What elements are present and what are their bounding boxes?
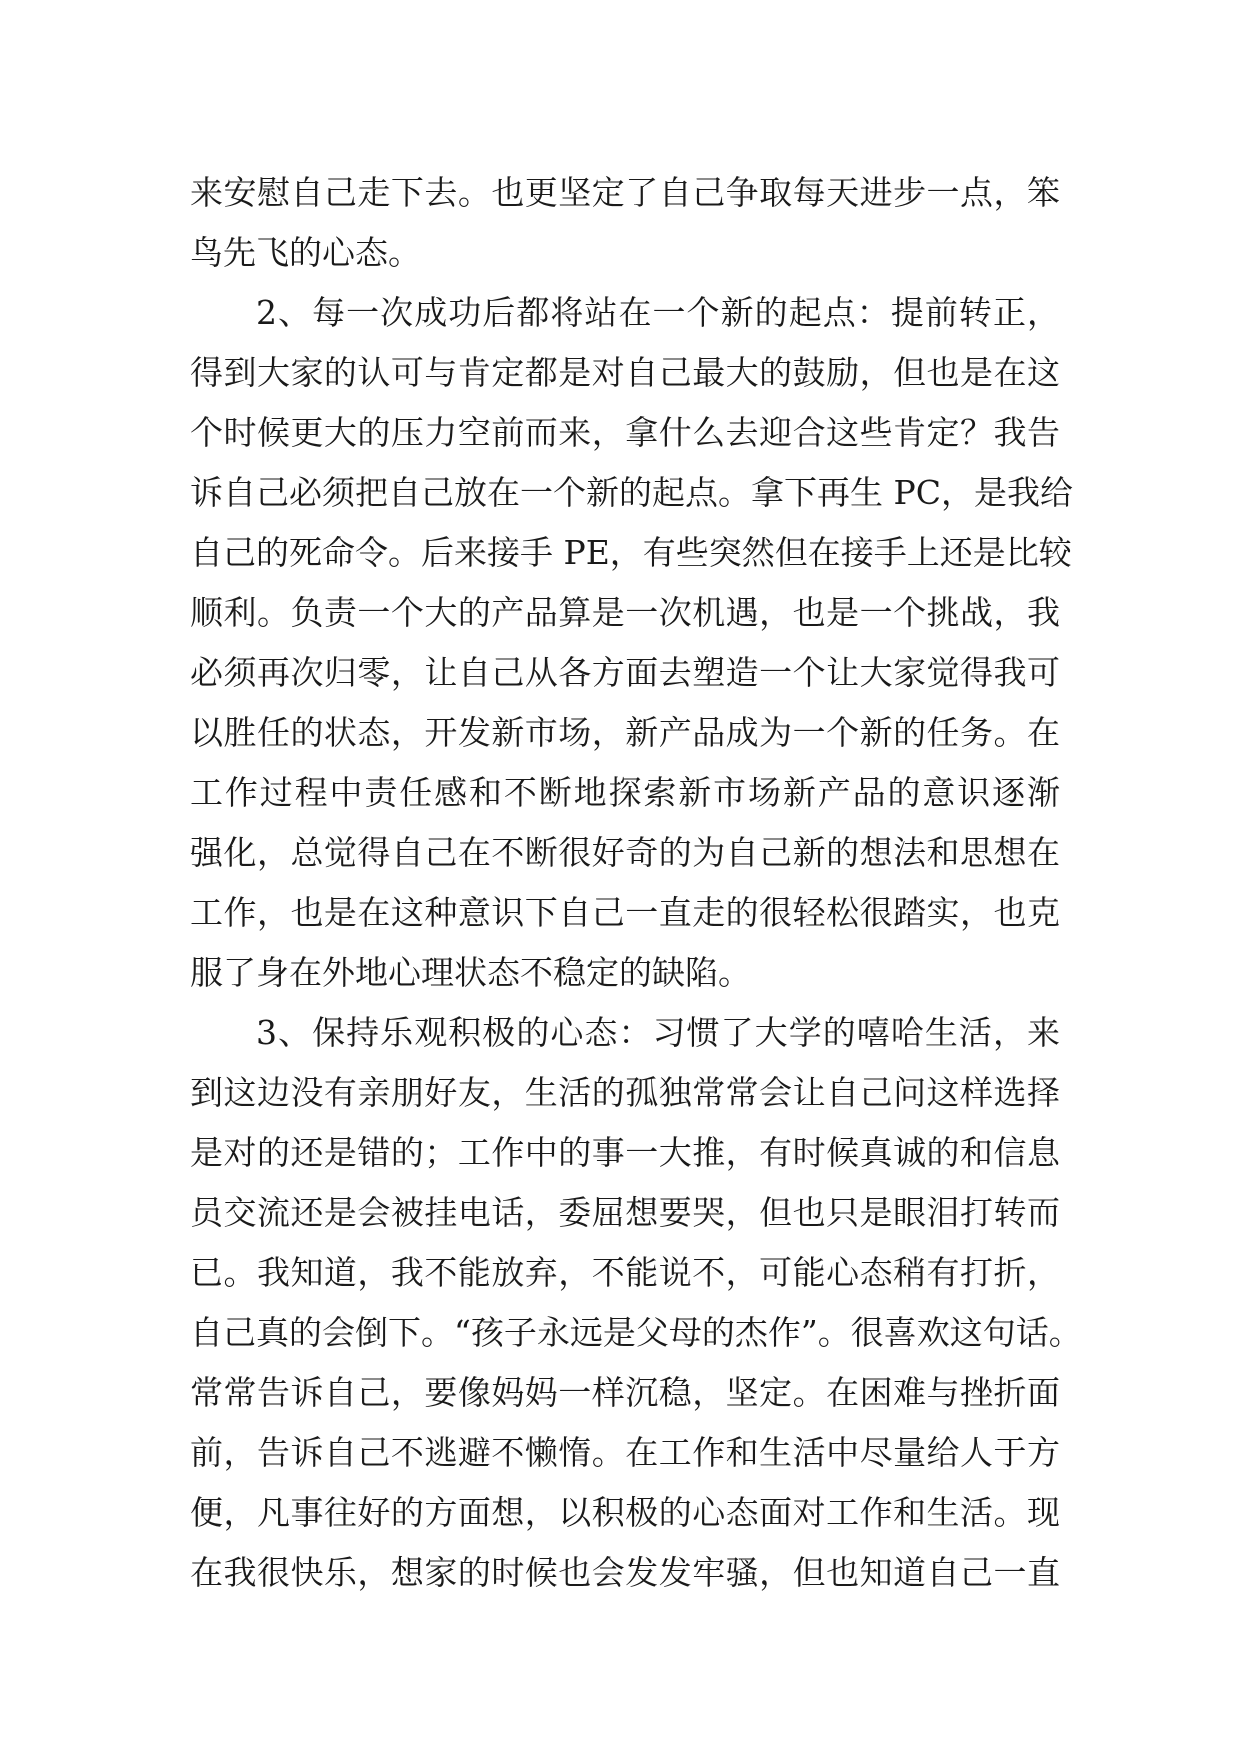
- text-line: 已。我知道，我不能放弃，不能说不，可能心态稍有打折，: [190, 1253, 1060, 1292]
- text-line: 3、保持乐观积极的心态：习惯了大学的嘻哈生活，来: [256, 1013, 1060, 1052]
- text-line: 便，凡事往好的方面想，以积极的心态面对工作和生活。现: [190, 1493, 1060, 1532]
- document-body: [190, 163, 1082, 1603]
- text-line: 员交流还是会被挂电话，委屈想要哭，但也只是眼泪打转而: [190, 1193, 1060, 1232]
- text-line: 工作过程中责任感和不断地探索新市场新产品的意识逐渐: [190, 773, 1060, 812]
- text-line: 2、每一次成功后都将站在一个新的起点：提前转正，: [256, 293, 1060, 332]
- text-line: 得到大家的认可与肯定都是对自己最大的鼓励，但也是在这: [190, 353, 1060, 392]
- text-line: 强化，总觉得自己在不断很好奇的为自己新的想法和思想在: [190, 833, 1060, 872]
- text-line: 个时候更大的压力空前而来，拿什么去迎合这些肯定？我告: [190, 413, 1060, 452]
- text-line: 以胜任的状态，开发新市场，新产品成为一个新的任务。在: [190, 713, 1060, 752]
- text-line: 来安慰自己走下去。也更坚定了自己争取每天进步一点，笨: [190, 173, 1060, 212]
- text-line: 自己的死命令。后来接手 PE，有些突然但在接手上还是比较: [190, 533, 1072, 572]
- text-line: 是对的还是错的；工作中的事一大推，有时候真诚的和信息: [190, 1133, 1060, 1172]
- text-line: 常常告诉自己，要像妈妈一样沉稳，坚定。在困难与挫折面: [190, 1373, 1060, 1412]
- text-line: 工作，也是在这种意识下自己一直走的很轻松很踏实，也克: [190, 893, 1060, 932]
- text-line: 诉自己必须把自己放在一个新的起点。拿下再生 PC，是我给: [190, 473, 1073, 512]
- text-line: 自己真的会倒下。“孩子永远是父母的杰作”。很喜欢这句话。: [190, 1313, 1082, 1352]
- text-line: 服了身在外地心理状态不稳定的缺陷。: [190, 953, 751, 992]
- text-line: 在我很快乐，想家的时候也会发发牢骚，但也知道自己一直: [190, 1553, 1060, 1592]
- text-line: 前，告诉自己不逃避不懒惰。在工作和生活中尽量给人于方: [190, 1433, 1060, 1472]
- text-line: 必须再次归零，让自己从各方面去塑造一个让大家觉得我可: [190, 653, 1060, 692]
- text-line: 顺利。负责一个大的产品算是一次机遇，也是一个挑战，我: [190, 593, 1060, 632]
- text-line: 到这边没有亲朋好友，生活的孤独常常会让自己问这样选择: [190, 1073, 1060, 1112]
- text-line: 鸟先飞的心态。: [190, 233, 421, 272]
